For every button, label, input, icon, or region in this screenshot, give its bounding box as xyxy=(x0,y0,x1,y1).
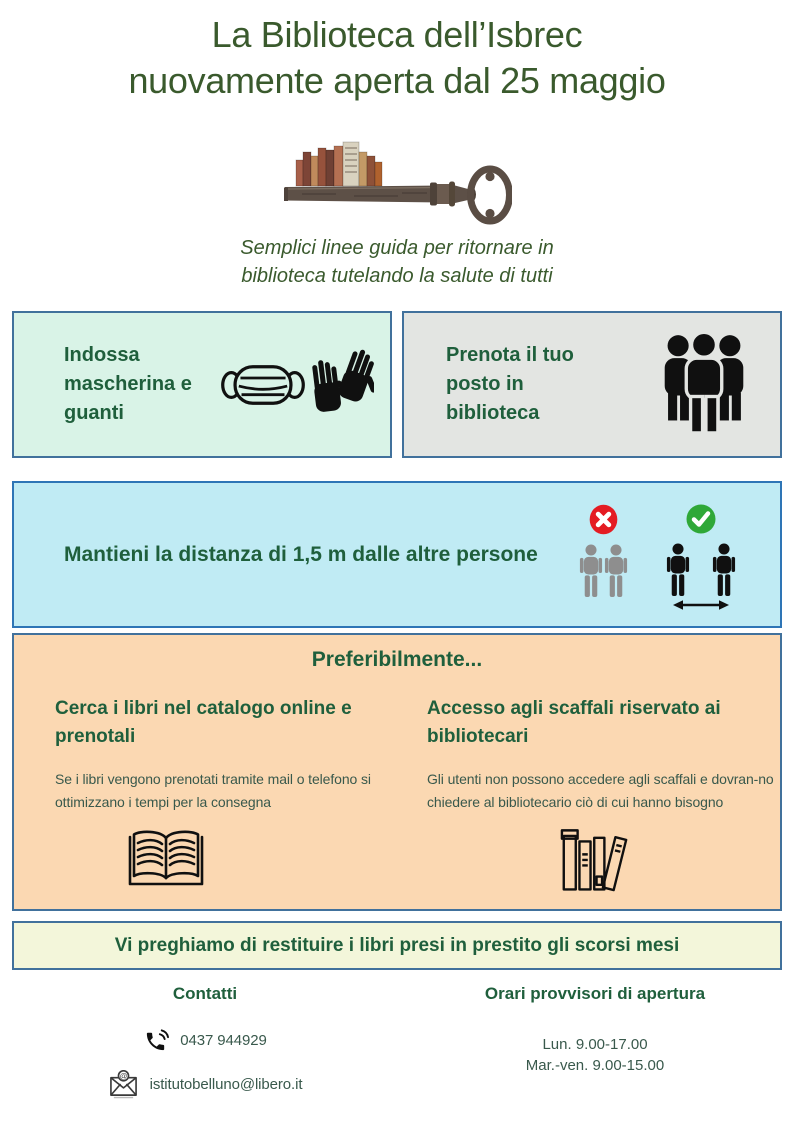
catalog-heading: Cerca i libri nel catalogo online e prenotali xyxy=(55,698,352,747)
hours-lines xyxy=(415,1034,775,1076)
at-seal: @ xyxy=(119,1071,128,1081)
phone-icon xyxy=(143,1028,169,1053)
shelves-column xyxy=(427,695,775,814)
subtitle-line-1: Semplici linee guida per ritornare in xyxy=(240,237,554,259)
page-title xyxy=(0,12,794,104)
books-on-shelf-icon xyxy=(554,823,640,895)
mask-card-icons xyxy=(221,354,374,416)
hours-tue-fri: Mar.-ven. 9.00-15.00 xyxy=(525,1057,665,1074)
email-row xyxy=(30,1070,380,1099)
no-symbol-icon xyxy=(589,504,618,535)
phone-number: 0437 944929 xyxy=(180,1032,267,1049)
open-book-icon xyxy=(124,826,208,892)
no-distance-sign xyxy=(579,504,628,598)
phone-row xyxy=(30,1028,380,1053)
subtitle xyxy=(0,234,794,290)
preferences-panel xyxy=(12,633,782,911)
rules-row xyxy=(12,311,782,458)
check-symbol-icon xyxy=(686,504,716,534)
black-person-icon xyxy=(666,543,690,597)
title-line-2: nuovamente aperta dal 25 maggio xyxy=(128,60,666,101)
gray-person-icon xyxy=(604,544,628,598)
gloves-icon xyxy=(310,346,374,416)
catalog-column xyxy=(55,695,403,814)
notice-text: Vi preghiamo di restituire i libri presi in prestito gli scorsi mesi xyxy=(114,934,680,956)
notice-banner xyxy=(12,921,782,970)
mask-card-label: Indossa mascherina e guanti xyxy=(64,344,192,424)
distance-arrow-icon xyxy=(672,599,730,611)
distance-card-label: Mantieni la distanza di 1,5 m dalle altre persone xyxy=(64,543,538,566)
gray-person-icon xyxy=(579,544,603,598)
key-image-graphic xyxy=(282,138,512,233)
booking-card-label: Prenota il tuo posto in biblioteca xyxy=(446,344,574,424)
shelves-heading: Accesso agli scaffali riservato ai bibliotecari xyxy=(427,698,721,747)
three-people-icon xyxy=(658,332,750,438)
hours-heading: Orari provvisori di apertura xyxy=(484,984,706,1003)
email-address: istitutobelluno@libero.it xyxy=(149,1076,303,1093)
shelves-body: Gli utenti non possono accedere agli scaffali e dovran-no chiedere al bibliotecario ciò di cui hanno bisogno xyxy=(427,771,774,810)
distance-card-icons xyxy=(579,504,736,611)
footer-hours xyxy=(415,984,775,1076)
title-line-1: La Biblioteca dell’Isbrec xyxy=(211,14,583,55)
subtitle-line-2: biblioteca tutelando la salute di tutti xyxy=(241,265,553,287)
people-close-icon xyxy=(579,544,628,598)
face-mask-icon xyxy=(221,356,305,414)
footer-contacts xyxy=(30,984,380,1099)
mask-card xyxy=(12,311,392,458)
booking-card xyxy=(402,311,782,458)
distance-card xyxy=(12,481,782,628)
contacts-heading: Contatti xyxy=(172,984,238,1003)
people-distanced-icon xyxy=(666,543,736,597)
hours-monday: Lun. 9.00-17.00 xyxy=(542,1036,648,1053)
envelope-at-icon xyxy=(108,1070,139,1099)
catalog-body: Se i libri vengono prenotati tramite mail o telefono si ottimizzano i tempi per la consegna xyxy=(55,771,371,810)
black-person-icon xyxy=(712,543,736,597)
ok-distance-sign xyxy=(666,504,736,611)
preferences-title: Preferibilmente... xyxy=(311,648,483,671)
antique-key-with-books-image xyxy=(282,138,512,233)
